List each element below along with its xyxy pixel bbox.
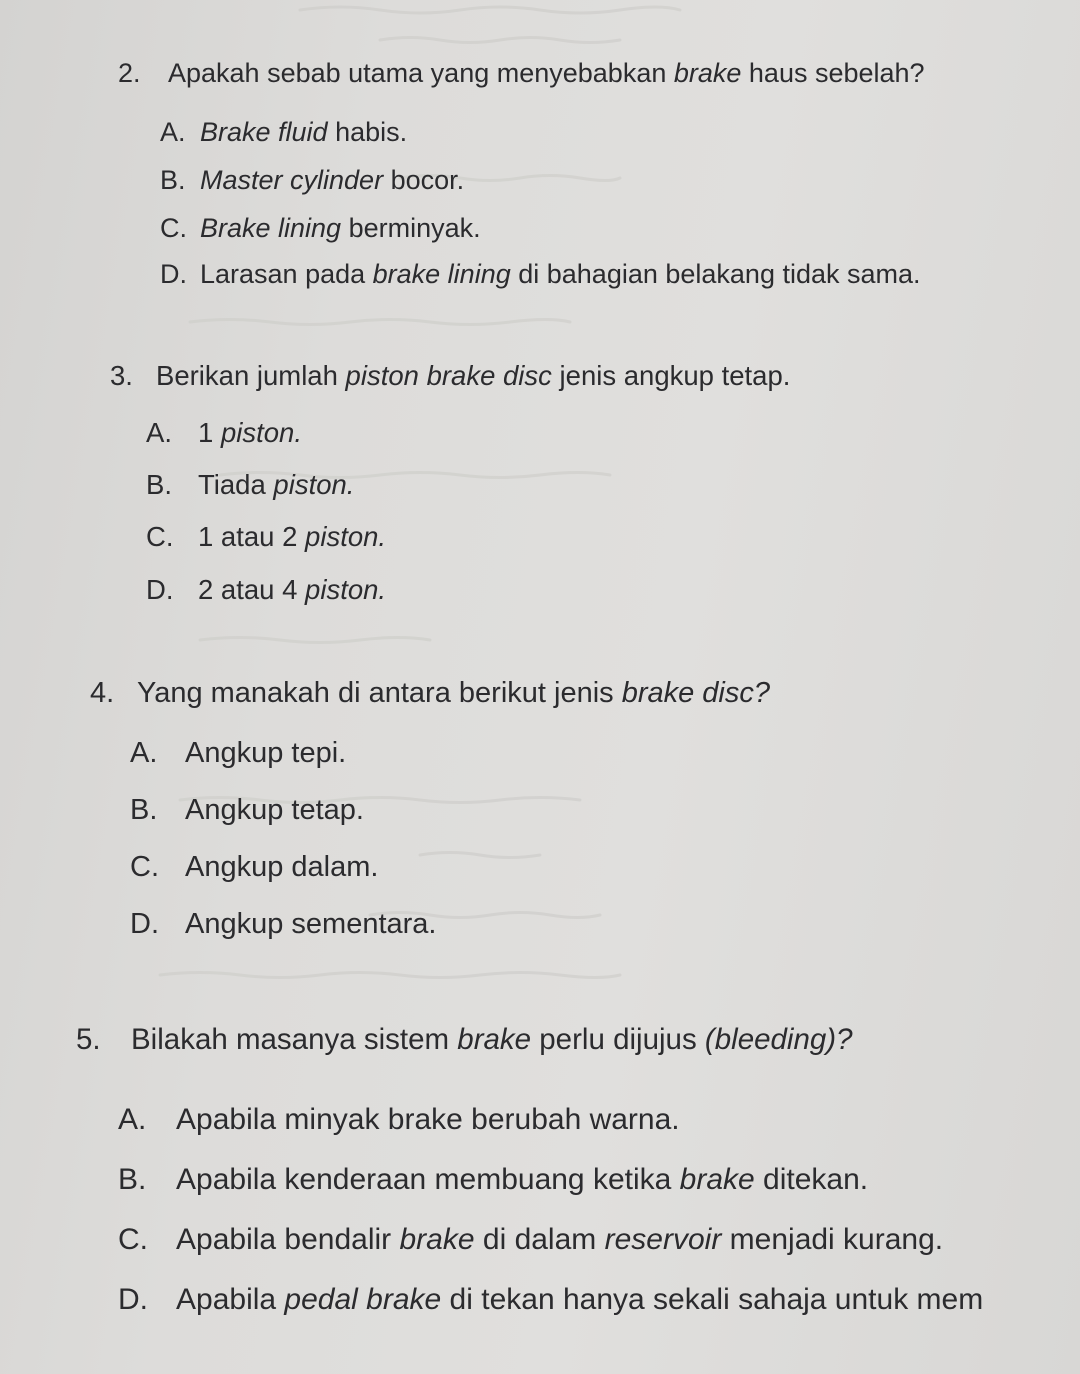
text-run: jenis angkup tetap. [551,360,791,391]
text-run: Apabila kenderaan membuang ketika [176,1163,680,1196]
italic-term: brake lining [372,259,511,289]
option-letter: D. [118,1283,148,1316]
text-run: Angkup tetap. [185,794,364,826]
italic-term: Master cylinder [200,165,384,195]
option-text [185,794,364,826]
text-run: Berikan jumlah [156,360,346,391]
italic-term: reservoir [604,1223,722,1256]
text-run: Tiada [198,469,274,500]
option-3b [146,469,354,501]
option-text [200,259,921,289]
option-text [176,1163,868,1196]
text-run: habis. [327,117,408,147]
question-2 [118,58,925,89]
question-text [156,360,790,391]
option-4a [130,737,346,770]
italic-term: brake [457,1023,532,1056]
option-letter: D. [160,259,187,289]
text-run: Apakah sebab utama yang menyebabkan [168,58,674,88]
italic-term: (bleeding)? [704,1023,853,1056]
text-run: Bilakah masanya sistem [131,1023,458,1056]
option-5a [118,1103,680,1137]
question-3 [110,360,790,392]
text-run: di dalam [474,1223,605,1256]
option-letter: D. [130,908,159,940]
text-run: di bahagian belakang tidak sama. [510,259,921,289]
italic-term: pedal brake [284,1283,442,1316]
option-letter: A. [118,1103,147,1136]
option-text [198,521,386,552]
italic-term: piston brake disc [345,360,552,391]
text-run: ditekan. [754,1163,869,1196]
option-text [198,574,386,605]
option-letter: B. [146,469,172,500]
question-text [168,58,925,88]
question-text [131,1023,853,1056]
text-run: Angkup dalam. [185,851,379,883]
option-2a [160,117,407,148]
option-text [185,737,346,769]
option-2d [160,259,921,290]
question-5 [76,1023,853,1057]
option-letter: C. [160,213,187,243]
option-letter: B. [118,1163,147,1196]
question-number: 4. [90,677,115,709]
text-run: Apabila [176,1283,285,1316]
option-letter: C. [130,851,159,883]
italic-term: brake disc? [621,677,771,709]
question-number: 3. [110,360,133,391]
italic-term: brake [399,1223,475,1256]
italic-term: Brake fluid [200,117,328,147]
option-text [200,165,464,195]
option-4c [130,851,378,884]
text-run: haus sebelah? [741,58,925,88]
text-run: menjadi kurang. [721,1223,944,1256]
option-letter: B. [160,165,186,195]
option-text [176,1223,943,1256]
option-letter: D. [146,574,174,605]
italic-term: piston. [305,521,387,552]
option-5d [118,1283,983,1317]
text-run: 2 atau 4 [198,574,306,605]
text-run: bocor. [383,165,465,195]
option-letter: C. [118,1223,148,1256]
option-text [185,908,436,940]
text-run: Yang manakah di antara berikut jenis [137,677,622,709]
text-run: Angkup tepi. [185,737,347,769]
option-text [176,1283,983,1316]
option-text [200,117,407,147]
option-2b [160,165,464,196]
text-run: Apabila bendalir [176,1223,400,1256]
option-5c [118,1223,943,1257]
option-2c [160,213,481,244]
text-run: di tekan hanya sekali sahaja untuk mem [441,1283,984,1316]
italic-term: brake [679,1163,755,1196]
italic-term: piston. [305,574,387,605]
question-text [137,677,770,709]
option-letter: B. [130,794,158,826]
option-text [198,417,302,448]
text-run: 1 atau 2 [198,521,306,552]
text-run: Larasan pada [200,259,373,289]
option-4b [130,794,364,827]
option-letter: A. [146,417,172,448]
option-letter: A. [160,117,186,147]
text-run: Angkup sementara. [185,908,437,940]
italic-term: Brake lining [200,213,342,243]
question-4 [90,677,770,710]
option-4d [130,908,436,941]
option-3d [146,574,386,606]
text-run: 1 [198,417,221,448]
option-letter: C. [146,521,174,552]
italic-term: brake [673,58,742,88]
option-3a [146,417,302,449]
option-text [185,851,378,883]
option-3c [146,521,386,553]
italic-term: piston. [273,469,355,500]
option-5b [118,1163,868,1197]
text-run: berminyak. [341,213,481,243]
question-number: 5. [76,1023,101,1056]
italic-term: piston. [220,417,302,448]
option-text [200,213,481,243]
text-run: perlu dijujus [531,1023,705,1056]
question-number: 2. [118,58,141,88]
text-run: Apabila minyak brake berubah warna. [176,1103,680,1136]
option-text [198,469,354,500]
option-text [176,1103,680,1136]
option-letter: A. [130,737,158,769]
